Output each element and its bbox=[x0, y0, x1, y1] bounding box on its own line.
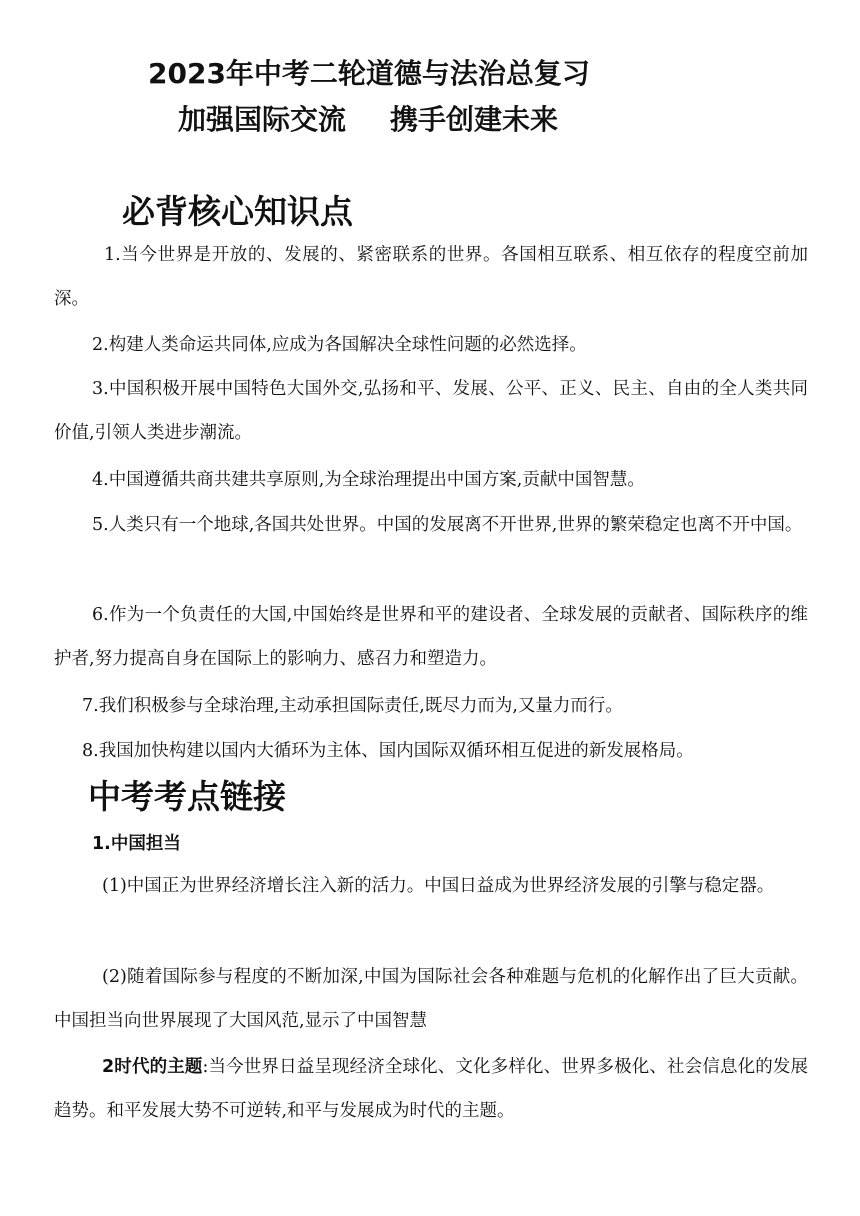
exam-link-heading: 中考考点链接 bbox=[88, 777, 286, 816]
exam-item-3 bbox=[54, 1045, 808, 1133]
document-title: 2023年中考二轮道德与法治总复习 bbox=[148, 57, 590, 90]
core-point-7: 7.我们积极参与全球治理,主动承担国际责任,既尽力而为,又量力而行。 bbox=[82, 696, 623, 716]
core-point-4: 4.中国遵循共商共建共享原则,为全球治理提出中国方案,贡献中国智慧。 bbox=[92, 470, 645, 490]
document-subtitle bbox=[0, 100, 860, 140]
subtitle-part-1: 加强国际交流 bbox=[178, 103, 347, 136]
core-point-3: 3.中国积极开展中国特色大国外交,弘扬和平、发展、公平、正义、民主、自由的全人类共同价值,引领人类进步潮流。 bbox=[54, 379, 808, 443]
core-point-8: 8.我国加快构建以国内大循环为主体、国内国际双循环相互促进的新发展格局。 bbox=[82, 741, 694, 761]
exam-subheading-2: 2时代的主题 bbox=[102, 1057, 203, 1077]
core-knowledge-heading: 必背核心知识点 bbox=[122, 192, 353, 231]
exam-item-2: (2)随着国际参与程度的不断加深,中国为国际社会各种难题与危机的化解作出了巨大贡献。中国担当向世界展现了大国风范,显示了中国智慧 bbox=[54, 967, 808, 1031]
exam-subheading-1: 1.中国担当 bbox=[92, 834, 181, 854]
subtitle-part-2: 携手创建未来 bbox=[390, 103, 559, 136]
exam-subheading-2-text: :当今世界日益呈现经济全球化、文化多样化、世界多极化、社会信息化的发展趋势。和平发展大势不可逆转,和平与发展成为时代的主题。 bbox=[54, 1057, 808, 1121]
core-point-1: 1.当今世界是开放的、发展的、紧密联系的世界。各国相互联系、相互依存的程度空前加深。 bbox=[54, 245, 808, 309]
exam-item-1: (1)中国正为世界经济增长注入新的活力。中国日益成为世界经济发展的引擎与稳定器。 bbox=[102, 876, 775, 896]
core-point-5: 5.人类只有一个地球,各国共处世界。中国的发展离不开世界,世界的繁荣稳定也离不开中国。 bbox=[92, 515, 803, 535]
core-point-6: 6.作为一个负责任的大国,中国始终是世界和平的建设者、全球发展的贡献者、国际秩序的维护者,努力提高自身在国际上的影响力、感召力和塑造力。 bbox=[54, 605, 808, 669]
core-point-2: 2.构建人类命运共同体,应成为各国解决全球性问题的必然选择。 bbox=[92, 335, 587, 355]
